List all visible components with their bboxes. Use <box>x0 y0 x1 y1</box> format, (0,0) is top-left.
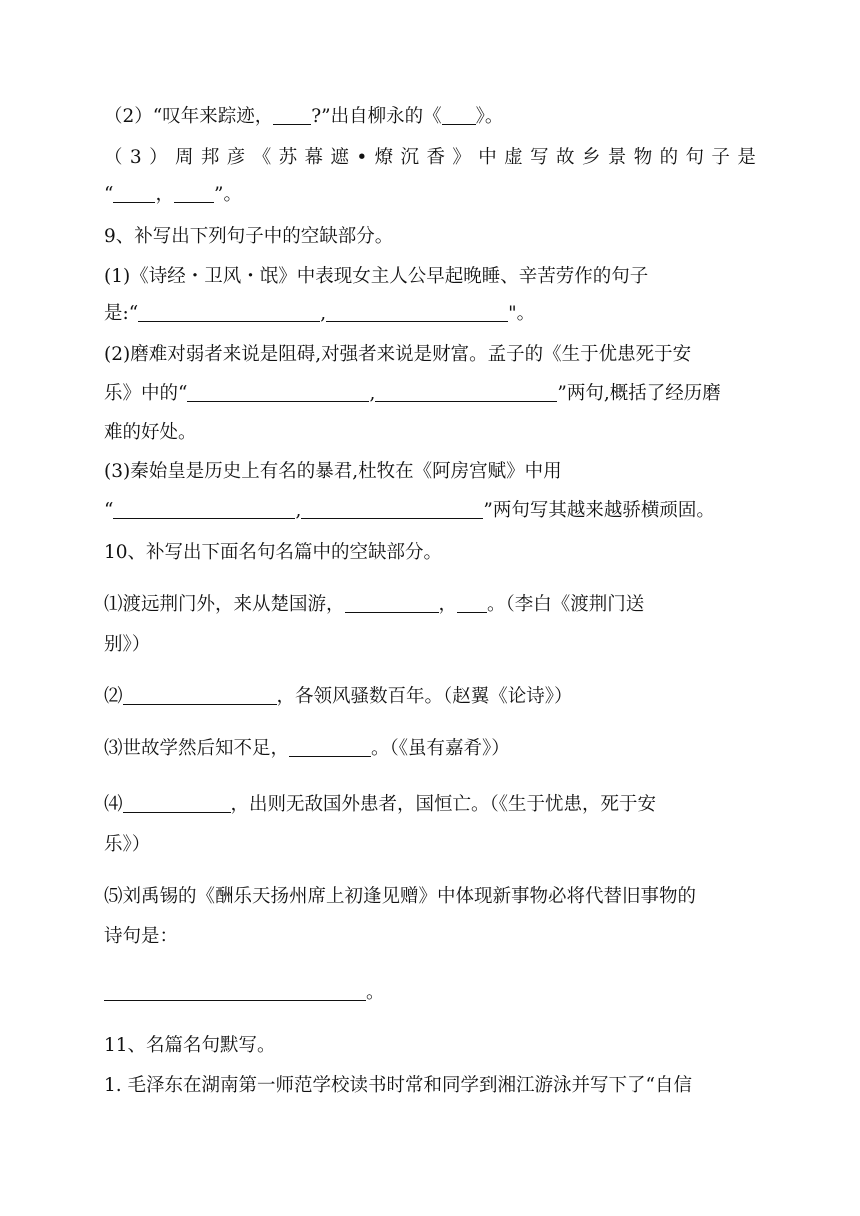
q8-item-3-char: 》 <box>452 147 471 168</box>
q10-item-5-line2: 诗句是： <box>104 926 179 947</box>
q9-item-2-line1: (2)磨难对弱者来说是阻碍,对强者来说是财富。孟子的《生于优患死于安 <box>104 344 692 365</box>
blank[interactable] <box>301 500 483 519</box>
q9-item-3-line1: (3)秦始皇是历史上有名的暴君,杜牧在《阿房宫赋》中用 <box>104 461 562 482</box>
q8-item-3-char: ） <box>149 147 168 168</box>
blank[interactable] <box>138 303 320 322</box>
q10-item-4-line1: ⑷ ，出则无敌国外患者，国恒亡。（《生于忧患，死于安 <box>104 794 657 815</box>
q8-item-3-char: 子 <box>711 147 730 168</box>
q11-heading: 11、名篇名句默写。 <box>104 1035 276 1056</box>
q8-item-3-char: 彦 <box>226 147 246 168</box>
q8-item-3-line1 <box>104 145 756 171</box>
q8-item-3-char: 的 <box>659 147 679 168</box>
q9-heading: 9、补写出下列句子中的空缺部分。 <box>104 226 394 247</box>
blank[interactable] <box>273 106 311 125</box>
blank[interactable] <box>442 106 476 125</box>
q11-item-1: 1. 毛泽东在湖南第一师范学校读书时常和同学到湘江游泳并写下了“自信 <box>104 1075 692 1096</box>
q8-item-3-char: 写 <box>530 147 549 168</box>
q8-item-2: （2）“叹年来踪迹， ?”出自柳永的《 》。 <box>104 106 504 127</box>
q8-item-3-char: 周 <box>174 147 194 168</box>
q8-item-3-char: 沉 <box>400 147 420 168</box>
q8-item-3-char: 中 <box>478 147 497 168</box>
q8-item-3-char: 《 <box>252 147 272 168</box>
q8-item-3-char: 燎 <box>374 147 394 168</box>
q8-item-3-char: 景 <box>607 147 627 168</box>
blank[interactable] <box>289 738 371 757</box>
q9-item-1-line1: (1)《诗经・卫风・氓》中表现女主人公早起晚睡、辛苦劳作的句子 <box>104 266 649 287</box>
blank[interactable] <box>174 184 214 203</box>
blank[interactable] <box>326 303 508 322</box>
blank[interactable] <box>113 184 155 203</box>
q9-item-3-line2: “ , ”两句写其越来越骄横顽固。 <box>104 500 715 521</box>
blank[interactable] <box>187 383 369 402</box>
q10-heading: 10、补写出下面名句名篇中的空缺部分。 <box>104 542 443 563</box>
q8-item-3-char: 故 <box>555 147 575 168</box>
q8-item-3-line2: “ ， ”。 <box>104 184 242 205</box>
blank[interactable] <box>375 383 557 402</box>
blank[interactable] <box>123 794 231 813</box>
q9-item-2-line2: 乐》中的“ , ”两句,概括了经历磨 <box>104 383 721 404</box>
q8-item-3-char: 乡 <box>581 147 601 168</box>
q8-item-3-char: 是 <box>737 147 756 168</box>
q8-item-3-char: 物 <box>633 147 653 168</box>
q8-item-3-char: （ <box>104 147 123 168</box>
q10-item-5-line1: ⑸刘禹锡的《酬乐天扬州席上初逢见赠》中体现新事物必将代替旧事物的 <box>104 886 697 907</box>
q9-item-1-line2: 是:“ , "。 <box>104 303 536 324</box>
q8-item-3-char: 遮 <box>330 147 349 168</box>
q9-item-2-line3: 难的好处。 <box>104 422 197 443</box>
q10-item-4-line2: 乐》） <box>104 834 151 855</box>
blank[interactable] <box>104 982 366 1001</box>
q10-item-3: ⑶世故学然后知不足， 。（《虽有嘉肴》） <box>104 738 510 759</box>
q8-item-3-char: 虚 <box>504 147 523 168</box>
q8-item-3-char: 幕 <box>304 147 324 168</box>
q8-item-3-char: • <box>356 147 368 168</box>
q8-item-3-char: 香 <box>426 147 445 168</box>
blank[interactable] <box>457 594 487 613</box>
q8-item-3-char: 苏 <box>278 147 298 168</box>
q10-item-1-line1: ⑴渡远荆门外，来从楚国游， ， 。（李白《渡荆门送 <box>104 594 645 615</box>
q8-item-3-char: 邦 <box>200 147 220 168</box>
q10-item-1-line2: 别》） <box>104 634 151 655</box>
q10-item-2: ⑵ ，各领风骚数百年。（赵翼《论诗》） <box>104 686 573 707</box>
blank[interactable] <box>113 500 295 519</box>
q10-item-5-line3: 。 <box>104 980 385 1006</box>
q8-item-3-char: 句 <box>685 147 705 168</box>
blank[interactable] <box>345 594 439 613</box>
blank[interactable] <box>123 686 277 705</box>
q8-item-3-char: 3 <box>129 147 142 168</box>
